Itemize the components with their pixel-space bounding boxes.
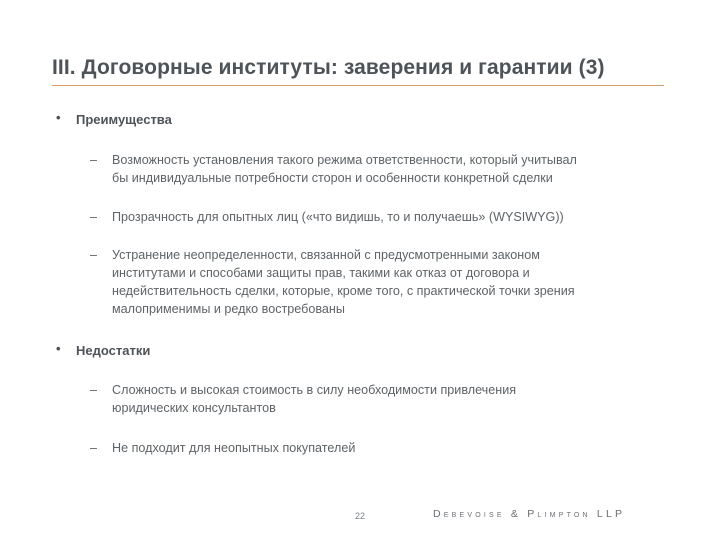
dash-icon: – (90, 248, 98, 262)
dash-icon: – (90, 153, 98, 167)
dash-icon: – (90, 441, 98, 455)
bullet-icon: • (56, 341, 61, 356)
page-number: 22 (355, 511, 366, 521)
advantage-text-1: Возможность установления такого режима ответственности, который учитывал бы индивидуальные потребности сторон и особенности конкретной сделки (112, 153, 577, 185)
disadvantage-text-2: Не подходит для неопытных покупателей (112, 441, 356, 455)
advantage-text-2: Прозрачность для опытных лиц («что видишь, то и получаешь» (WYSIWYG)) (112, 210, 564, 224)
section-label-disadvantages: Недостатки (76, 343, 151, 358)
section-label-advantages: Преимущества (76, 112, 172, 127)
slide-title: III. Договорные институты: заверения и гарантии (3) (52, 56, 605, 79)
advantage-text-3: Устранение неопределенности, связанной с предусмотренными законом институтами и способами защиты прав, такими как отказ от договора и недействительность сделки, которые, кроме того, с практической точки зрения малоприменимы и редко востребованы (112, 248, 575, 316)
bullet-icon: • (56, 110, 61, 125)
dash-icon: – (90, 383, 98, 397)
dash-icon: – (90, 210, 98, 224)
firm-logo-text: Debevoise & Plimpton LLP (433, 508, 626, 520)
disadvantage-text-1: Сложность и высокая стоимость в силу необходимости привлечения юридических консультантов (112, 383, 517, 415)
title-underline (52, 85, 664, 86)
